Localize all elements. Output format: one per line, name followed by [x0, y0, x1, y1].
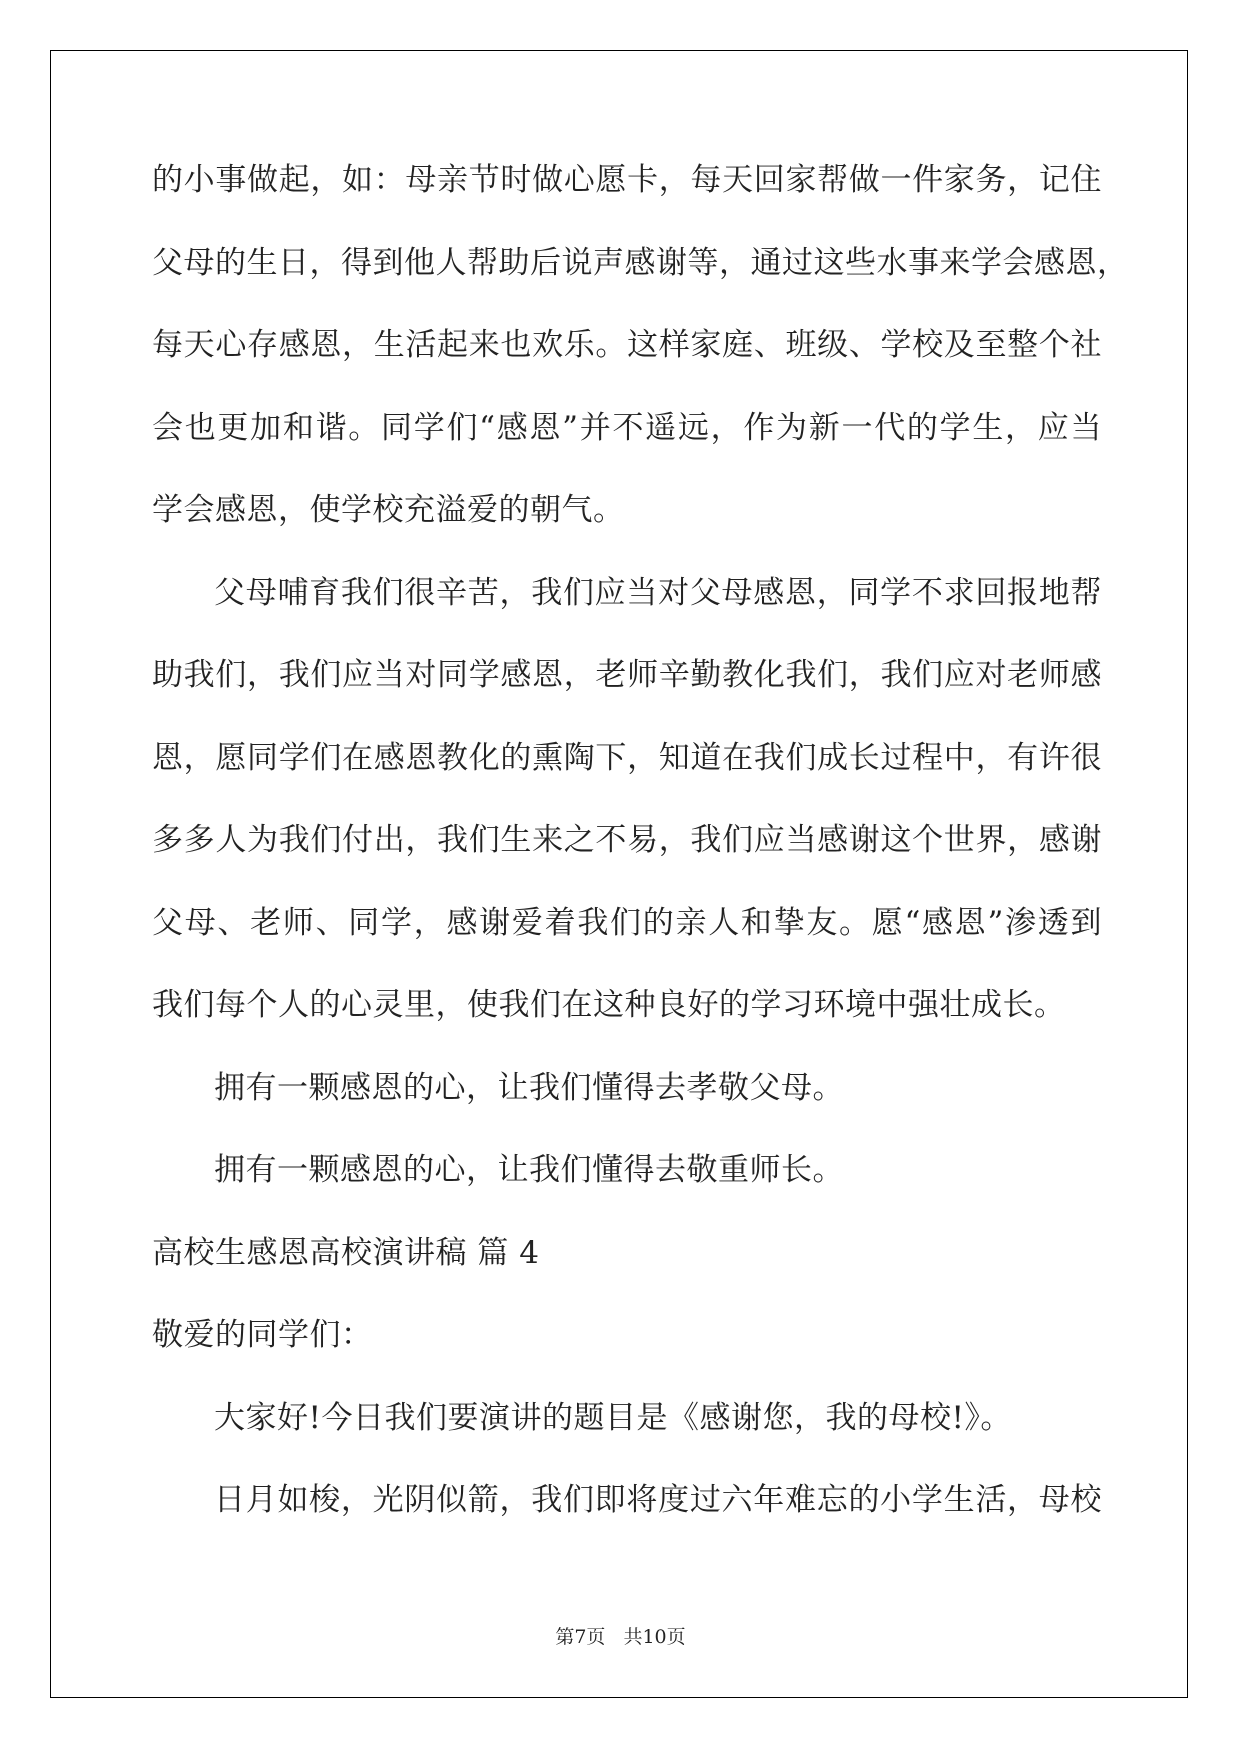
text-line: 恩，愿同学们在感恩教化的熏陶下，知道在我们成长过程中，有许很 [152, 739, 1102, 776]
text-line: 我们每个人的心灵里，使我们在这种良好的学习环境中强壮成长。 [152, 987, 1066, 1023]
paragraph-first-line: 父母哺育我们很辛苦，我们应当对父母感恩，同学不求回报地帮 [214, 574, 1102, 611]
document-body [152, 160, 1129, 1563]
paragraph-first-line: 拥有一颗感恩的心，让我们懂得去敬重师长。 [214, 1152, 844, 1188]
text-line: 父母的生日，得到他人帮助后说声感谢等，通过这些水事来学会感恩， [152, 244, 1129, 281]
text-line: 助我们，我们应当对同学感恩，老师辛勤教化我们，我们应对老师感 [152, 657, 1102, 693]
paragraph-first-line: 日月如梭，光阴似箭，我们即将度过六年难忘的小学生活，母校 [214, 1482, 1102, 1518]
text-line: 多多人为我们付出，我们生来之不易，我们应当感谢这个世界，感谢 [152, 822, 1102, 858]
section-heading: 高校生感恩高校演讲稿 篇 4 [152, 1234, 540, 1271]
text-line: 学会感恩，使学校充溢爱的朝气。 [152, 492, 625, 528]
paragraph-first-line: 大家好!今日我们要演讲的题目是《感谢您，我的母校!》。 [214, 1399, 1012, 1436]
page-number: 第7页 [555, 1626, 606, 1648]
text-line: 父母、老师、同学，感谢爱着我们的亲人和挚友。愿“感恩”渗透到 [152, 904, 1102, 941]
page-footer [0, 1622, 1241, 1649]
page-total: 共10页 [623, 1626, 686, 1648]
salutation: 敬爱的同学们： [152, 1317, 373, 1353]
text-line: 的小事做起，如：母亲节时做心愿卡，每天回家帮做一件家务，记住 [152, 162, 1102, 198]
text-line: 每天心存感恩，生活起来也欢乐。这样家庭、班级、学校及至整个社 [152, 327, 1102, 363]
paragraph-first-line: 拥有一颗感恩的心，让我们懂得去孝敬父母。 [214, 1069, 844, 1106]
text-line: 会也更加和谐。同学们“感恩”并不遥远，作为新一代的学生，应当 [152, 409, 1102, 446]
